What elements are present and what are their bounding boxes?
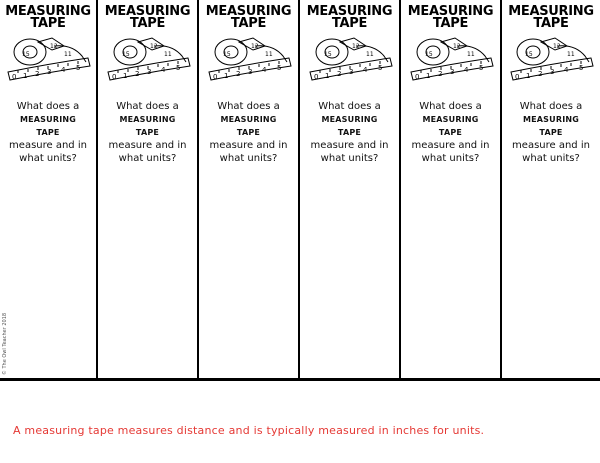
- tape-number: 15: [323, 51, 332, 58]
- copyright-text: © The Owl Teacher 2018: [2, 312, 8, 376]
- flap-title-line2: TAPE: [30, 16, 66, 31]
- tape-number: 12: [50, 43, 58, 50]
- tape-number: 2: [35, 70, 40, 78]
- tape-number: 0: [12, 73, 17, 81]
- tape-number: 2: [336, 70, 341, 78]
- question-line: measure and in: [411, 140, 490, 151]
- tape-number: 4: [261, 66, 266, 74]
- question-emphasis: TAPE: [438, 128, 463, 137]
- question-line: What does a: [519, 101, 583, 112]
- flap-title-line2: TAPE: [230, 16, 267, 31]
- flap-title: [401, 6, 500, 30]
- tape-number: 5: [76, 64, 81, 72]
- copyright-notice: [0, 304, 10, 384]
- measuring-tape-icon: [205, 34, 293, 90]
- tape-number: 15: [121, 51, 130, 58]
- flap-title-line2: TAPE: [533, 16, 569, 31]
- measuring-tape-icon: [507, 34, 595, 90]
- tape-number: 0: [313, 73, 318, 81]
- question-line: What does a: [16, 101, 80, 112]
- flap-3[interactable]: [199, 0, 300, 378]
- tape-number: 5: [579, 64, 584, 72]
- flap-question: [203, 100, 294, 165]
- tape-number: 3: [146, 68, 151, 76]
- flap-title-line1: MEASURING: [104, 4, 191, 19]
- tape-number: 0: [515, 73, 520, 81]
- question-emphasis: MEASURING: [422, 115, 479, 124]
- tape-number: 3: [348, 68, 353, 76]
- measuring-tape-icon: [4, 34, 92, 90]
- question-emphasis: TAPE: [337, 128, 362, 137]
- question-emphasis: MEASURING: [119, 115, 176, 124]
- flap-2[interactable]: [98, 0, 199, 378]
- flap-title: [98, 6, 197, 30]
- question-line: what units?: [522, 153, 580, 164]
- tape-number: 1: [526, 72, 531, 80]
- question-line: What does a: [116, 101, 179, 112]
- question-emphasis: TAPE: [539, 128, 563, 137]
- tape-number: 1: [223, 72, 228, 80]
- flap-title-line1: MEASURING: [306, 4, 393, 19]
- tape-number: 1: [23, 72, 28, 80]
- tape-number: 11: [567, 51, 575, 58]
- tape-number: 15: [222, 51, 231, 58]
- question-emphasis: TAPE: [36, 128, 60, 137]
- flap-4[interactable]: [300, 0, 401, 378]
- question-line: measure and in: [310, 140, 389, 151]
- tape-number: 2: [437, 70, 442, 78]
- tape-number: 5: [276, 64, 281, 72]
- question-line: What does a: [217, 101, 280, 112]
- flap-title: [199, 6, 298, 30]
- flap-6[interactable]: [502, 0, 600, 378]
- question-line: What does a: [419, 101, 482, 112]
- tape-number: 12: [452, 43, 461, 50]
- tape-number: 0: [111, 73, 116, 81]
- question-emphasis: TAPE: [236, 128, 261, 137]
- tape-number: 4: [564, 66, 569, 74]
- tape-number: 11: [64, 51, 72, 58]
- flap-title-line1: MEASURING: [407, 4, 494, 19]
- tape-number: 0: [414, 73, 419, 81]
- question-line: measure and in: [9, 140, 87, 151]
- tape-number: 11: [163, 51, 172, 58]
- tape-number: 4: [362, 66, 367, 74]
- flap-title-line1: MEASURING: [205, 4, 292, 19]
- tape-number: 3: [47, 68, 52, 76]
- answer-key-text: A measuring tape measures distance and is typically measured in inches for units.: [13, 424, 485, 437]
- question-emphasis: TAPE: [135, 128, 160, 137]
- flap-title-line2: TAPE: [331, 16, 368, 31]
- flap-question: [102, 100, 193, 165]
- question-line: what units?: [19, 153, 77, 164]
- tape-number: 4: [463, 66, 468, 74]
- question-line: what units?: [118, 153, 177, 164]
- flap-title-line1: MEASURING: [5, 4, 91, 19]
- tape-number: 11: [365, 51, 374, 58]
- flap-title-line2: TAPE: [129, 16, 166, 31]
- tape-number: 5: [175, 64, 180, 72]
- question-emphasis: MEASURING: [522, 115, 580, 124]
- question-emphasis: MEASURING: [220, 115, 277, 124]
- tape-number: 15: [525, 51, 533, 58]
- question-line: what units?: [320, 153, 379, 164]
- tape-number: 15: [22, 51, 30, 58]
- tape-number: 4: [160, 66, 165, 74]
- flap-question: [405, 100, 496, 165]
- tape-number: 1: [122, 72, 127, 80]
- flap-1[interactable]: [0, 0, 98, 378]
- tape-number: 1: [425, 72, 430, 80]
- tape-number: 11: [466, 51, 475, 58]
- measuring-tape-icon: [306, 34, 394, 90]
- question-line: measure and in: [512, 140, 590, 151]
- tape-number: 3: [550, 68, 555, 76]
- flap-question: [506, 100, 596, 165]
- tape-number: 3: [247, 68, 252, 76]
- flap-title-line1: MEASURING: [508, 4, 594, 19]
- tape-number: 12: [553, 43, 561, 50]
- flap-title: [502, 6, 600, 30]
- question-line: measure and in: [209, 140, 288, 151]
- question-line: measure and in: [108, 140, 187, 151]
- question-emphasis: MEASURING: [19, 115, 77, 124]
- measuring-tape-icon: [407, 34, 495, 90]
- tape-number: 2: [235, 70, 240, 78]
- tape-number: 2: [134, 70, 139, 78]
- tape-number: 12: [149, 43, 158, 50]
- flap-title-line2: TAPE: [432, 16, 469, 31]
- tape-number: 2: [538, 70, 543, 78]
- tape-number: 12: [351, 43, 360, 50]
- flap-5[interactable]: [401, 0, 502, 378]
- flap-question: [4, 100, 92, 165]
- question-line: What does a: [318, 101, 381, 112]
- tape-number: 11: [264, 51, 273, 58]
- question-emphasis: MEASURING: [321, 115, 378, 124]
- tape-number: 5: [377, 64, 382, 72]
- tape-number: 5: [478, 64, 483, 72]
- flap-question: [304, 100, 395, 165]
- tape-number: 15: [424, 51, 433, 58]
- tape-number: 1: [324, 72, 329, 80]
- tape-number: 12: [250, 43, 259, 50]
- flap-title: [300, 6, 399, 30]
- tape-number: 0: [212, 73, 217, 81]
- tape-number: 3: [449, 68, 454, 76]
- question-line: what units?: [219, 153, 278, 164]
- question-line: what units?: [421, 153, 480, 164]
- tape-number: 4: [61, 66, 66, 74]
- measuring-tape-icon: [104, 34, 192, 90]
- flap-title: [0, 6, 96, 30]
